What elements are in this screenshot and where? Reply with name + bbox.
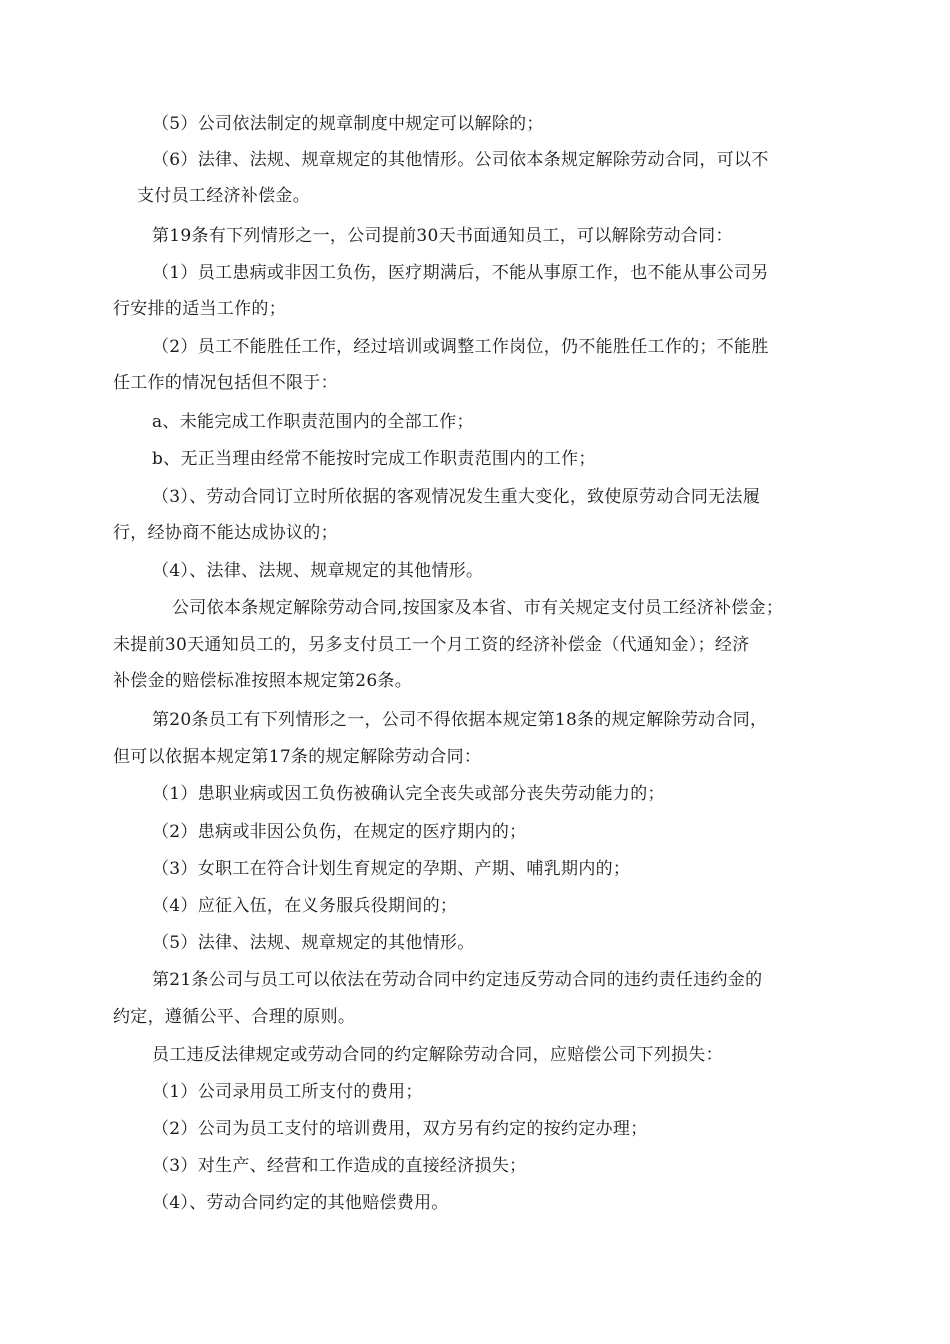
text-line: 任工作的情况包括但不限于： <box>113 373 338 393</box>
text-line: 补偿金的赔偿标准按照本规定第26条。 <box>113 671 413 691</box>
text-line: （4）、劳动合同约定的其他赔偿费用。 <box>152 1193 449 1213</box>
text-line: （1）患职业病或因工负伤被确认完全丧失或部分丧失劳动能力的； <box>152 784 665 804</box>
text-line: （2）患病或非因公负伤，在规定的医疗期内的； <box>152 822 527 842</box>
text-line: 第21条公司与员工可以依法在劳动合同中约定违反劳动合同的违约责任违约金的 <box>152 970 763 990</box>
text-line: （3）女职工在符合计划生育规定的孕期、产期、哺乳期内的； <box>152 859 631 879</box>
text-line: a、未能完成工作职责范围内的全部工作； <box>152 412 474 432</box>
text-line: （3）、劳动合同订立时所依据的客观情况发生重大变化，致使原劳动合同无法履 <box>152 487 761 507</box>
text-line: （6）法律、法规、规章规定的其他情形。公司依本条规定解除劳动合同，可以不 <box>152 150 769 170</box>
text-line: （5）法律、法规、规章规定的其他情形。 <box>152 933 475 953</box>
text-line: （4）应征入伍，在义务服兵役期间的； <box>152 896 458 916</box>
text-line: 未提前30天通知员工的，另多支付员工一个月工资的经济补偿金（代通知金）；经济 <box>113 635 750 655</box>
text-line: 支付员工经济补偿金。 <box>137 186 310 206</box>
text-line: 行安排的适当工作的； <box>113 299 286 319</box>
text-line: 第19条有下列情形之一，公司提前30天书面通知员工，可以解除劳动合同： <box>152 226 733 246</box>
text-line: 约定，遵循公平、合理的原则。 <box>113 1007 356 1027</box>
text-line: 公司依本条规定解除劳动合同,按国家及本省、市有关规定支付员工经济补偿金； <box>172 598 784 618</box>
text-line: （4）、法律、法规、规章规定的其他情形。 <box>152 561 484 581</box>
text-line: （1）员工患病或非因工负伤，医疗期满后，不能从事原工作，也不能从事公司另 <box>152 263 769 283</box>
text-line: 行，经协商不能达成协议的； <box>113 523 338 543</box>
text-line: 但可以依据本规定第17条的规定解除劳动合同： <box>113 747 482 767</box>
text-line: （5）公司依法制定的规章制度中规定可以解除的； <box>152 114 544 134</box>
text-line: （2）公司为员工支付的培训费用，双方另有约定的按约定办理； <box>152 1119 648 1139</box>
text-line: b、无正当理由经常不能按时完成工作职责范围内的工作； <box>152 449 596 469</box>
text-line: （3）对生产、经营和工作造成的直接经济损失； <box>152 1156 527 1176</box>
text-line: （1）公司录用员工所支付的费用； <box>152 1082 423 1102</box>
text-line: 员工违反法律规定或劳动合同的约定解除劳动合同，应赔偿公司下列损失： <box>152 1045 723 1065</box>
text-line: 第20条员工有下列情形之一，公司不得依据本规定第18条的规定解除劳动合同， <box>152 710 768 730</box>
text-line: （2）员工不能胜任工作，经过培训或调整工作岗位，仍不能胜任工作的；不能胜 <box>152 337 769 357</box>
